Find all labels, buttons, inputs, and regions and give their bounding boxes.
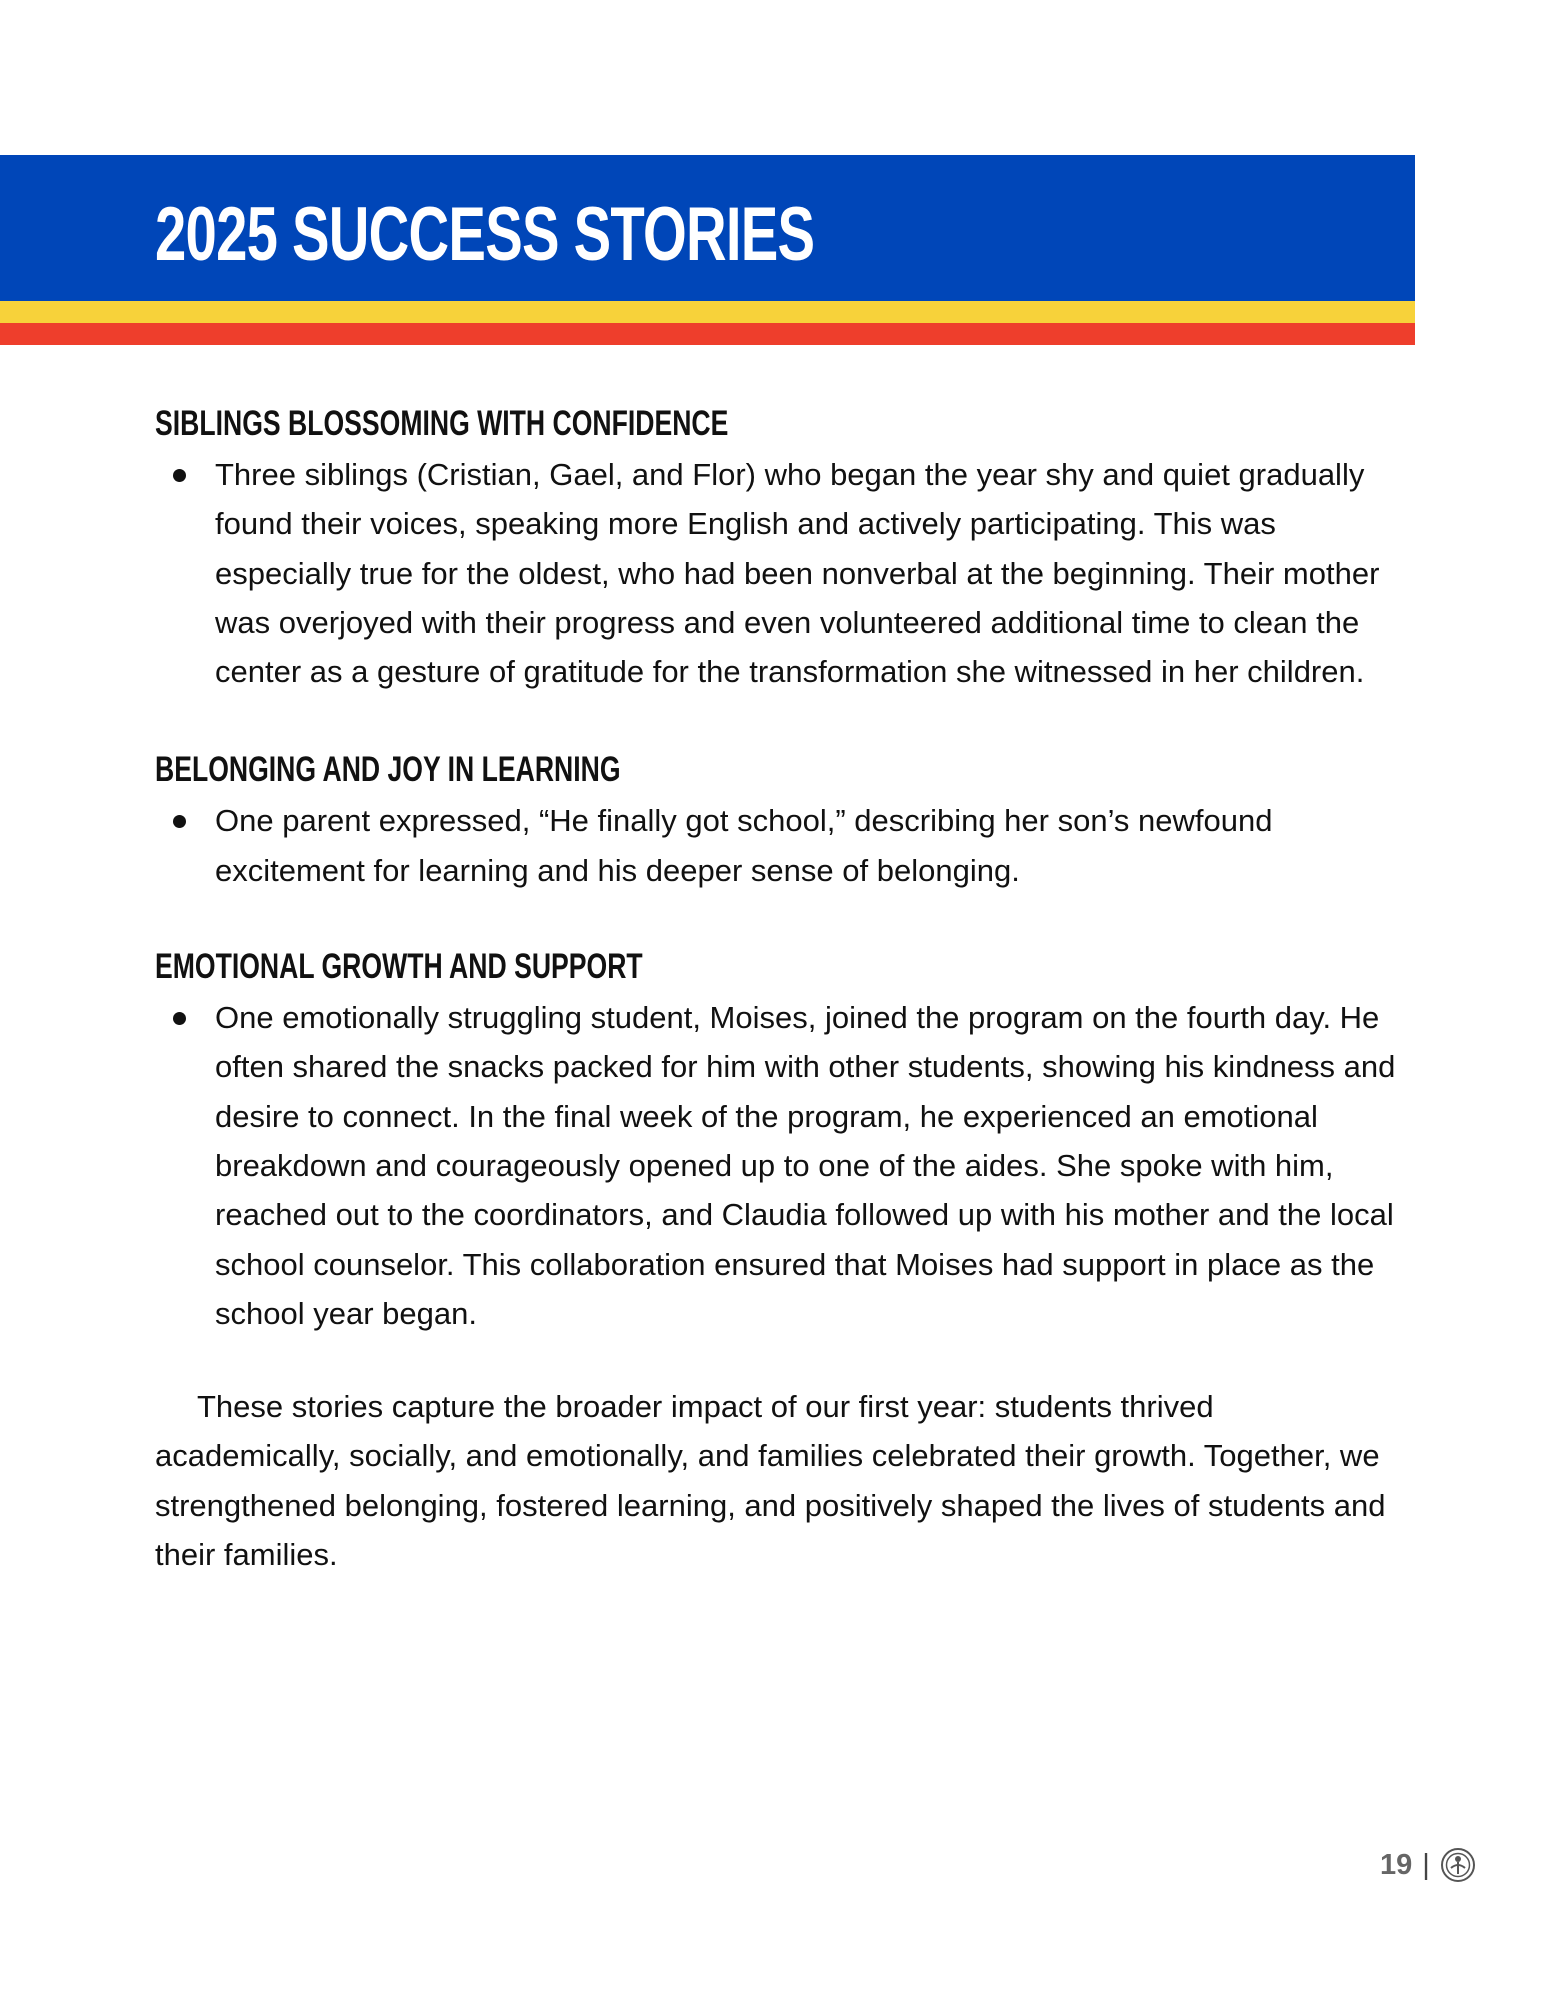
page-title: 2025 SUCCESS STORIES bbox=[155, 192, 815, 277]
bullet-list bbox=[155, 450, 1415, 696]
bullet-list bbox=[155, 993, 1415, 1338]
bullet-text: One parent expressed, “He finally got school,” describing her son’s newfound excitement for learning and his deeper sense of belonging. bbox=[215, 803, 1273, 888]
section-siblings bbox=[155, 398, 1415, 696]
bullet-icon bbox=[173, 469, 186, 482]
list-item bbox=[155, 796, 1415, 895]
section-heading: SIBLINGS BLOSSOMING WITH CONFIDENCE bbox=[155, 404, 729, 443]
page-footer bbox=[1380, 1845, 1476, 1885]
closing-paragraph: These stories capture the broader impact of our first year: students thrived academically, socially, and emotionally, and families celebrated their growth. Together, we strengthened belonging, fostered learning, and positively shaped the lives of students and their families. bbox=[155, 1389, 1386, 1573]
organization-logo-icon bbox=[1440, 1847, 1476, 1883]
title-banner bbox=[0, 155, 1415, 345]
section-heading: EMOTIONAL GROWTH AND SUPPORT bbox=[155, 947, 643, 987]
bullet-icon bbox=[173, 815, 186, 828]
list-item bbox=[155, 450, 1415, 696]
list-item bbox=[155, 993, 1415, 1338]
bullet-icon bbox=[173, 1012, 186, 1025]
bullet-list bbox=[155, 796, 1415, 895]
banner-yellow-stripe bbox=[0, 301, 1415, 323]
main-content bbox=[155, 398, 1415, 1579]
page-number: 19 bbox=[1380, 1848, 1413, 1881]
bullet-text: Three siblings (Cristian, Gael, and Flor) who began the year shy and quiet gradually found their voices, speaking more English and actively participating. This was especially true for the oldest, who had been nonverbal at the beginning. Their mother was overjoyed with their progress and even volunteered additional time to clean the center as a gesture of gratitude for the transformation she witnessed in her children. bbox=[215, 457, 1380, 690]
banner-red-stripe bbox=[0, 323, 1415, 345]
bullet-text: One emotionally struggling student, Moises, joined the program on the fourth day. He often shared the snacks packed for him with other students, showing his kindness and desire to connect. In the final week of the program, he experienced an emotional breakdown and courageously opened up to one of the aides. She spoke with him, reached out to the coordinators, and Claudia followed up with his mother and the local school counselor. This collaboration ensured that Moises had support in place as the school year began. bbox=[215, 1000, 1396, 1331]
section-belonging bbox=[155, 744, 1415, 895]
footer-separator: | bbox=[1422, 1848, 1430, 1881]
section-emotional-growth bbox=[155, 941, 1415, 1338]
section-heading: BELONGING AND JOY IN LEARNING bbox=[155, 750, 621, 790]
